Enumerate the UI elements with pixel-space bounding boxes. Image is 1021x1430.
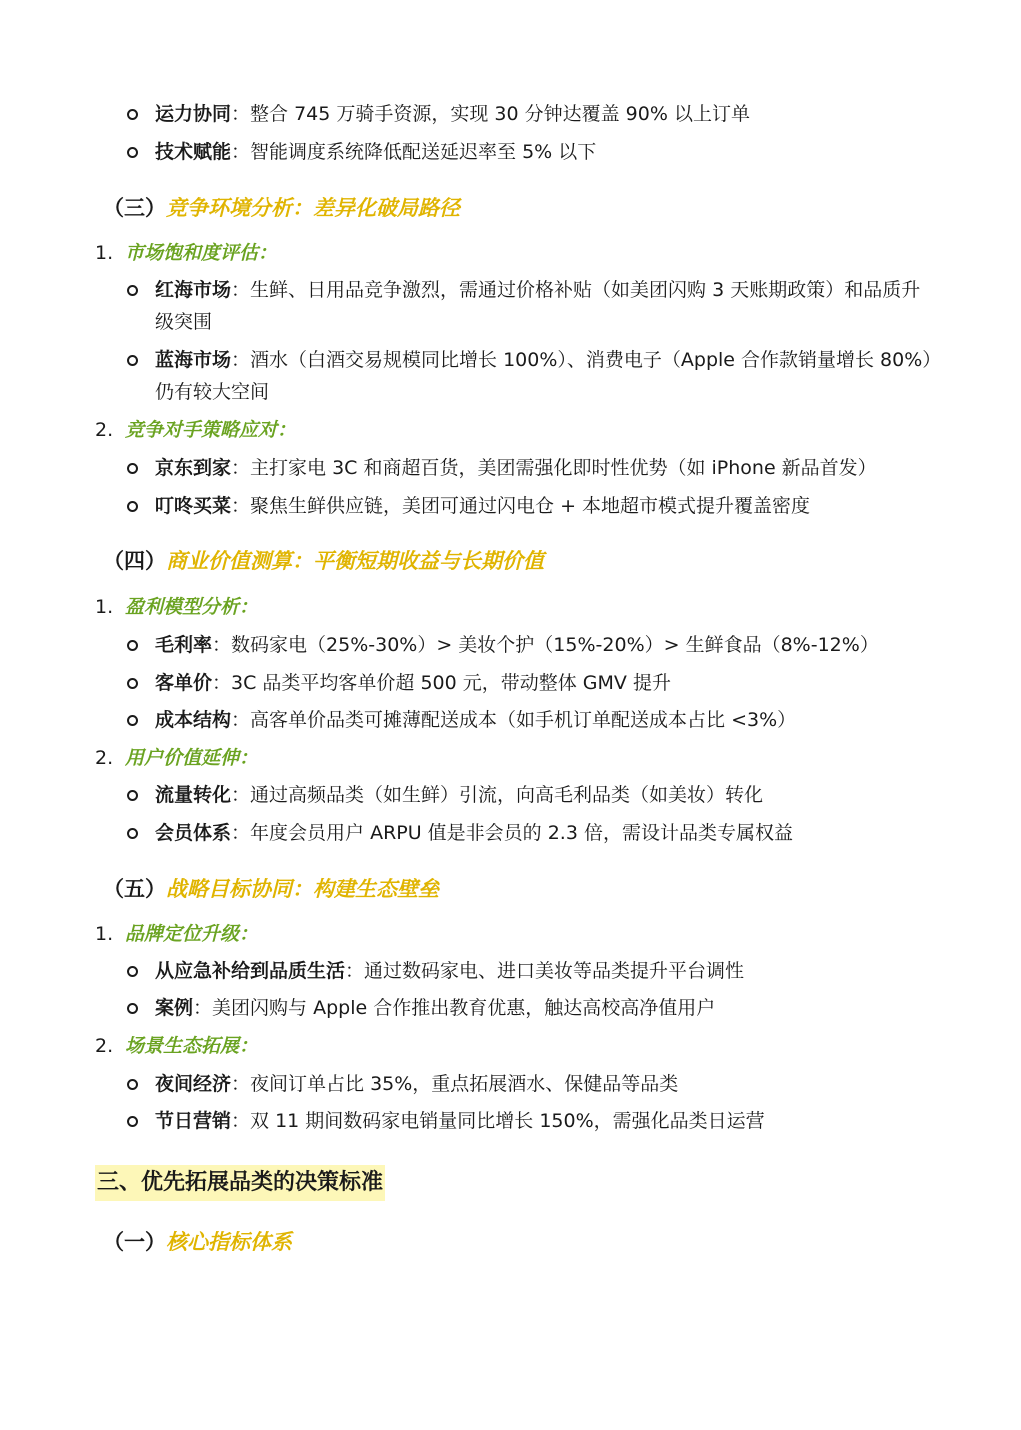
list-item: 红海市场：生鲜、日用品竞争激烈，需通过价格补贴（如美团闪购 3 天账期政策）和品质升级突围 — [155, 274, 935, 338]
bullet-circle-icon — [127, 355, 138, 366]
bullet-circle-icon — [127, 790, 138, 801]
list-item: 从应急补给到品质生活：通过数码家电、进口美妆等品类提升平台调性 — [155, 955, 935, 987]
list-item: 京东到家：主打家电 3C 和商超百货，美团需强化即时性优势（如 iPhone 新品首发） — [155, 452, 935, 484]
list-item: 技术赋能：智能调度系统降低配送延迟率至 5% 以下 — [155, 136, 935, 168]
bullet-circle-icon — [127, 1003, 138, 1014]
numbered-heading: 2. 场景生态拓展： — [95, 1035, 259, 1057]
bullet-circle-icon — [127, 501, 138, 512]
list-item: 运力协同：整合 745 万骑手资源，实现 30 分钟达覆盖 90% 以上订单 — [155, 98, 935, 130]
list-item: 叮咚买菜：聚焦生鲜供应链，美团可通过闪电仓 + 本地超市模式提升覆盖密度 — [155, 490, 935, 522]
bullet-circle-icon — [127, 640, 138, 651]
numbered-heading: 2. 竞争对手策略应对： — [95, 419, 297, 441]
list-item: 会员体系：年度会员用户 ARPU 值是非会员的 2.3 倍，需设计品类专属权益 — [155, 817, 935, 849]
list-item: 流量转化：通过高频品类（如生鲜）引流，向高毛利品类（如美妆）转化 — [155, 779, 935, 811]
section-heading: （一）核心指标体系 — [103, 1230, 292, 1254]
list-item: 客单价：3C 品类平均客单价超 500 元，带动整体 GMV 提升 — [155, 667, 935, 699]
bullet-circle-icon — [127, 715, 138, 726]
bullet-circle-icon — [127, 463, 138, 474]
list-item: 夜间经济：夜间订单占比 35%，重点拓展酒水、保健品等品类 — [155, 1068, 935, 1100]
bullet-circle-icon — [127, 828, 138, 839]
numbered-heading: 1. 品牌定位升级： — [95, 923, 259, 945]
list-item: 节日营销：双 11 期间数码家电销量同比增长 150%，需强化品类日运营 — [155, 1105, 935, 1137]
bullet-circle-icon — [127, 147, 138, 158]
bullet-circle-icon — [127, 109, 138, 120]
section-heading: （四）商业价值测算：平衡短期收益与长期价值 — [103, 549, 544, 573]
bullet-circle-icon — [127, 678, 138, 689]
bullet-circle-icon — [127, 966, 138, 977]
bullet-circle-icon — [127, 1079, 138, 1090]
numbered-heading: 1. 盈利模型分析： — [95, 596, 259, 618]
list-item: 毛利率：数码家电（25%-30%）> 美妆个护（15%-20%）> 生鲜食品（8%-12%） — [155, 629, 935, 661]
numbered-heading: 1. 市场饱和度评估： — [95, 242, 278, 264]
bullet-circle-icon — [127, 285, 138, 296]
bullet-circle-icon — [127, 1116, 138, 1127]
section-heading: （三）竞争环境分析：差异化破局路径 — [103, 196, 460, 220]
list-item: 成本结构：高客单价品类可摊薄配送成本（如手机订单配送成本占比 <3%） — [155, 704, 935, 736]
list-item: 蓝海市场：酒水（白酒交易规模同比增长 100%）、消费电子（Apple 合作款销量增长 80%）仍有较大空间 — [155, 344, 935, 408]
numbered-heading: 2. 用户价值延伸： — [95, 747, 259, 769]
list-item: 案例：美团闪购与 Apple 合作推出教育优惠，触达高校高净值用户 — [155, 992, 935, 1024]
section-heading: （五）战略目标协同：构建生态壁垒 — [103, 877, 439, 901]
chapter-heading: 三、优先拓展品类的决策标准 — [95, 1165, 385, 1201]
